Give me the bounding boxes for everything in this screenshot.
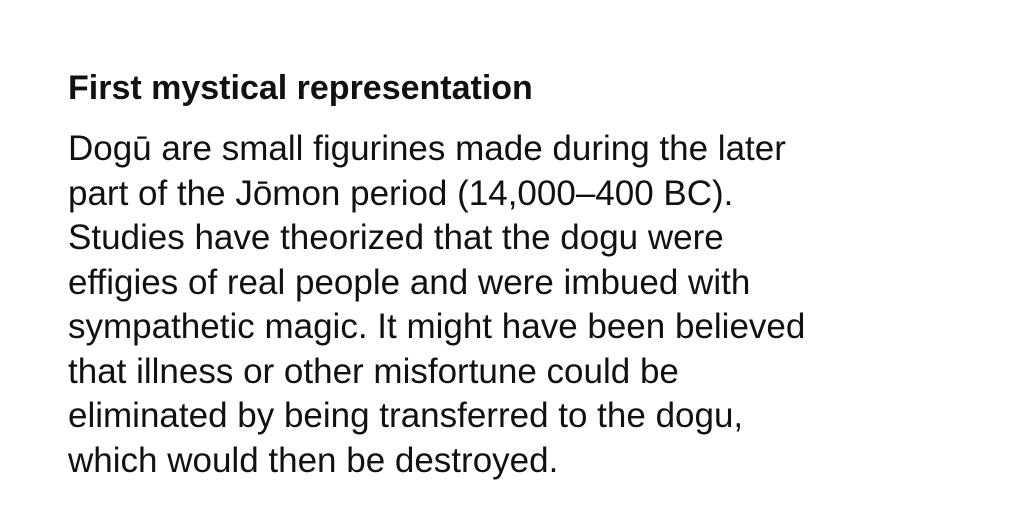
- paragraph-line: which would then be destroyed.: [68, 440, 559, 480]
- paragraph-line: part of the Jōmon period (14,000–400 BC).: [68, 173, 734, 213]
- paragraph-line: that illness or other misfortune could be: [68, 351, 679, 391]
- paragraph-line: Studies have theorized that the dogu were: [68, 218, 724, 257]
- section-heading: First mystical representation: [68, 69, 533, 107]
- paragraph-line: Dogū are small figurines made during the later: [68, 129, 786, 168]
- paragraph-line: eliminated by being transferred to the dogu,: [68, 396, 744, 435]
- section-paragraph: [68, 127, 805, 483]
- paragraph-line: sympathetic magic. It might have been believed: [68, 307, 806, 346]
- paragraph-line: effigies of real people and were imbued with: [68, 262, 751, 302]
